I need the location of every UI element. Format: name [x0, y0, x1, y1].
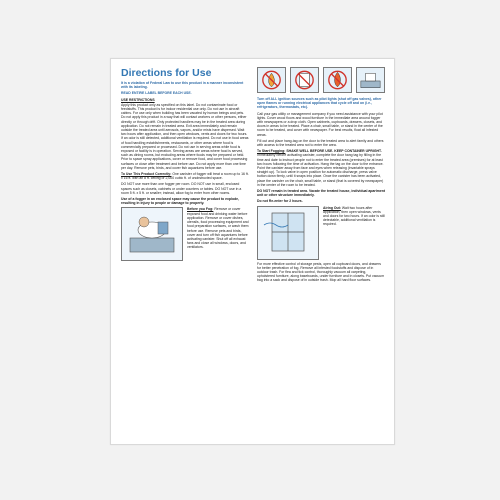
start-fogging-lead: SHAKE WELL BEFORE USE. KEEP CONTAINER UPRIGHT. — [286, 149, 382, 154]
correctly-heading: To Use This Product Correctly: — [121, 172, 172, 177]
hang-tag-text: Fill out and place hang-tag on the door to the treated area to alert family and others with access to the treated area not to enter the area. — [257, 138, 384, 148]
start-fogging-text: Immediately before activating canister, complete the door hang tag by filling in the time and date to instruct people not to enter the treated area (premises) for at least two hours following the time of activation. Hang the tag on the door to the entrance. Point the canister away from face and eyes when releasing (invariable sprays straight up). To lock valve in open position for automatic discharge, press valve button down firmly, until it snaps into place. Once the canister has been activated, place the canister on the chair, small table, or stand (that is covered by newspaper) in the center of the room to be treated. — [257, 153, 384, 187]
restrictions-heading: USE RESTRICTIONS — [121, 97, 155, 102]
cover-food-illustration — [121, 207, 183, 261]
label-sheet — [110, 58, 395, 445]
start-fogging-heading: To Start Fogging: — [257, 149, 286, 154]
federal-law-notice: It is a violation of Federal Law to use this product in a manner inconsistent with its labeling. — [121, 81, 244, 90]
airing-out-text: Wait two hours after application, then open windows, vents and doors for two hours. If an odor is still detectable, additional ventilation is required. — [323, 205, 385, 227]
correctly-text: One canister of fogger will treat a room up to 16 ft. x 16 ft. with an 8 ft. ceiling or 2,000 cubic ft. of unobstructed space. — [121, 172, 249, 181]
before-fog-text: Remove or cover exposed food and drinking water before application. Remove or cover dishes, utensils, food processing equipment and food preparation surfaces, or wash them before use. Remove pets and birds, cover and turn off fish aquariums before activating canister. Shut off all exhaust fans and close all windows, doors, and ventilators. — [187, 207, 249, 250]
restrictions-text: Apply this product only as specified on this label. Do not contaminate food or feedstuffs. This product is for indoor residential use only. Do not use in aircraft cabins. For use only when building has been vacated by human beings and pets. Do not apply this product in a way that will contact workers or other persons, either directly or through drift. Only protected handlers may be in the treated area during application. Do not remain in treated area. Exit area immediately and remain outside the treated area until aerosols, vapors, and/or mists have dispersed. Wait two hours after application, and then open windows, vents and doors for two hours. If an odor is still detected, additional ventilation is required. Do not use in food areas of food handling establishments, restaurants, or other areas where food is commercially prepared or processed. Do not use in serving areas while food is exposed or facility is in operation. Serving areas are areas where food is served, such as dining rooms, but excluding areas where foods may be prepared or held. Prior to space spray applications, cover or remove food, and cover food processing surfaces or close after treatment and before use. Do not apply more than one time per day. Remove pets, birds, and cover fish aquariums before use. — [121, 102, 249, 170]
cover-surfaces-icon — [356, 67, 385, 93]
right-column — [257, 67, 385, 285]
airing-out-section — [257, 206, 385, 260]
airing-out-heading: Airing Out: — [323, 205, 341, 210]
no-appliance-icon — [290, 67, 319, 93]
reentry-notice: Do not Re-enter for 2 hours. — [257, 199, 303, 204]
explosion-warning: Use of a fogger in an enclosed space may cause the product to explode, resulting in injury to people or damage to property. — [121, 197, 240, 206]
directions-title: Directions for Use — [121, 67, 212, 79]
vacate-notice: DO NOT remain in treated area. Vacate the treated house, individual apartment unit or other structure immediately. — [257, 189, 385, 198]
no-flame-icon — [323, 67, 352, 93]
ignition-warning: Turn off ALL ignition sources such as pilot lights (shut off gas valves), other open flames or running electrical appliances that cycle off and on (i.e., refrigerators, thermostats, etc). — [257, 97, 382, 110]
room-size-text: DO NOT use more than one fogger per room. DO NOT use in small, enclosed spaces such as closets, cabinets or under counters or tables. DO NOT use in a room 5 ft. x 5 ft. or smaller; instead, allow fog to enter from other rooms. — [121, 182, 242, 195]
storage-pest-text: For more effective control of storage pests, open all cupboard doors, and drawers for better penetration of fog. Remove all infested foodstuffs and dispose of in outdoor trash. For flea and tick control, thoroughly vacuum all carpeting, upholstered furniture, along baseboards, under furniture and in closets. Put vacuum bag into a sack and dispose of in outside trash. Mop all hard floor surfaces. — [257, 261, 385, 283]
ignition-icons — [257, 67, 385, 93]
before-fog-section — [121, 207, 249, 261]
left-column — [121, 67, 249, 263]
read-label-notice: READ ENTIRE LABEL BEFORE EACH USE. — [121, 91, 192, 96]
no-pilot-light-icon — [257, 67, 286, 93]
open-window-illustration — [257, 206, 319, 260]
before-fog-heading: Before you Fog: — [187, 207, 214, 212]
ignition-instructions: Call your gas utility or management company if you need assistance with your pilot lights. Cover wood floors and wood furniture in the immediate area around fogger with newspapers or a drop cloth. Open cabinets, cupboards, drawers, closets, and doors in areas to be treated. Place a chair, small table, or stand in the center of the room to be treated, and cover with newspaper. For best results, float all infested areas. — [257, 111, 383, 137]
